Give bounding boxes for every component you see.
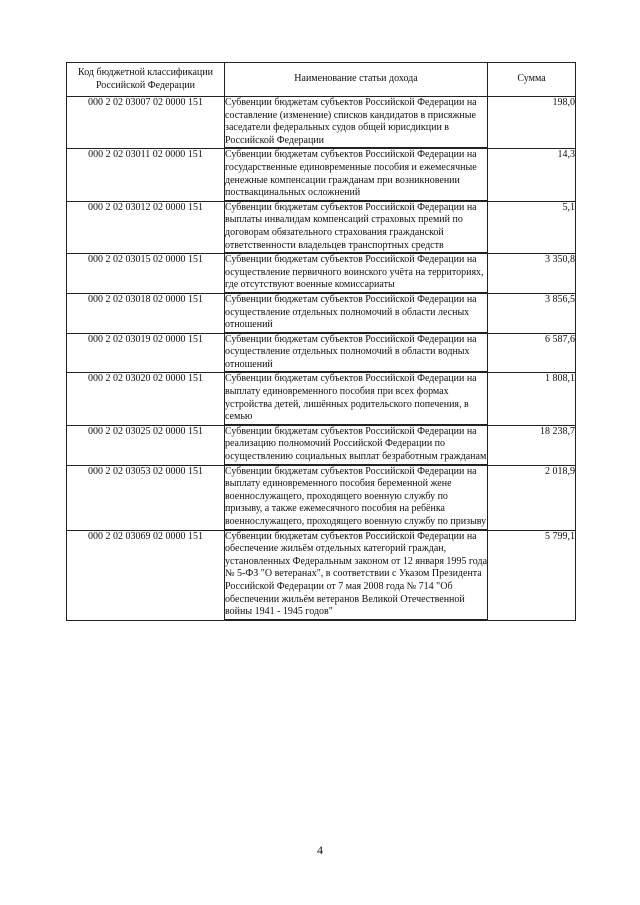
table-row xyxy=(67,333,576,373)
row-name-cell xyxy=(225,97,488,149)
row-code: 000 2 02 03025 02 0000 151 xyxy=(67,425,225,465)
row-name-cell xyxy=(225,254,488,294)
row-name: Субвенции бюджетам субъектов Российской Федерации на государственные единовременные пособия и ежемесячные денежные компенсации гражданам при возникновении поствакцинальных осложнений xyxy=(225,149,487,200)
row-code: 000 2 02 03053 02 0000 151 xyxy=(67,465,225,530)
table-row xyxy=(67,293,576,333)
table-row xyxy=(67,149,576,201)
row-code: 000 2 02 03020 02 0000 151 xyxy=(67,373,225,425)
row-code: 000 2 02 03069 02 0000 151 xyxy=(67,530,225,620)
row-name-cell xyxy=(225,530,488,620)
row-code: 000 2 02 03019 02 0000 151 xyxy=(67,333,225,373)
header-name: Наименование статьи дохода xyxy=(225,63,488,97)
row-name: Субвенции бюджетам субъектов Российской Федерации на осуществление первичного воинского учёта на территориях, где отсутствуют военные комиссариаты xyxy=(225,254,487,293)
row-sum: 3 856,5 xyxy=(488,293,576,333)
row-name: Субвенции бюджетам субъектов Российской Федерации на обеспечение жильём отдельных категорий граждан, установленных Федеральным законом от 12 января 1995 года № 5-ФЗ "О ветеранах", в соответствии с Указом Президента Российской Федерации от 7 мая 2008 года № 714 "Об обеспечении жильём ветеранов Великой Отечественной войны 1941 - 1945 годов" xyxy=(225,531,487,620)
row-sum: 1 808,1 xyxy=(488,373,576,425)
table-row xyxy=(67,465,576,530)
row-name-cell xyxy=(225,373,488,425)
table-row xyxy=(67,373,576,425)
budget-income-table xyxy=(66,62,576,621)
row-name: Субвенции бюджетам субъектов Российской Федерации на осуществление отдельных полномочий в области водных отношений xyxy=(225,334,487,373)
page-number: 4 xyxy=(317,843,323,857)
row-sum: 3 350,8 xyxy=(488,254,576,294)
row-name-cell xyxy=(225,425,488,465)
row-sum: 5,1 xyxy=(488,201,576,253)
row-code: 000 2 02 03007 02 0000 151 xyxy=(67,97,225,149)
header-sum: Сумма xyxy=(488,63,576,97)
row-sum: 2 018,9 xyxy=(488,465,576,530)
row-name: Субвенции бюджетам субъектов Российской Федерации на осуществление отдельных полномочий в области лесных отношений xyxy=(225,294,487,333)
row-name: Субвенции бюджетам субъектов Российской Федерации на выплаты инвалидам компенсаций страховых премий по договорам обязательного страхования гражданской ответственности владельцев транспортных средств xyxy=(225,202,487,253)
row-name-cell xyxy=(225,201,488,253)
row-name: Субвенции бюджетам субъектов Российской Федерации на реализацию полномочий Российской Федерации по осуществлению социальных выплат безработным гражданам xyxy=(225,426,487,465)
table-row xyxy=(67,254,576,294)
row-name-cell xyxy=(225,149,488,201)
row-sum: 198,0 xyxy=(488,97,576,149)
row-name-cell xyxy=(225,465,488,530)
row-sum: 6 587,6 xyxy=(488,333,576,373)
row-code: 000 2 02 03018 02 0000 151 xyxy=(67,293,225,333)
table-row xyxy=(67,425,576,465)
row-code: 000 2 02 03011 02 0000 151 xyxy=(67,149,225,201)
row-name-cell xyxy=(225,333,488,373)
row-name: Субвенции бюджетам субъектов Российской Федерации на выплату единовременного пособия беременной жене военнослужащего, проходящего военную службу по призыву, а также ежемесячного пособия на ребёнка военнослужащего, проходящего военную службу по призыву xyxy=(225,466,487,530)
row-sum: 18 238,7 xyxy=(488,425,576,465)
row-code: 000 2 02 03012 02 0000 151 xyxy=(67,201,225,253)
row-name: Субвенции бюджетам субъектов Российской Федерации на составление (изменение) списков кандидатов в присяжные заседатели федеральных судов общей юрисдикции в Российской Федерации xyxy=(225,97,487,148)
table-row xyxy=(67,201,576,253)
row-sum: 5 799,1 xyxy=(488,530,576,620)
table-header-row xyxy=(67,63,576,97)
row-name: Субвенции бюджетам субъектов Российской Федерации на выплату единовременного пособия при всех формах устройства детей, лишённых родительского попечения, в семью xyxy=(225,373,487,424)
table-row xyxy=(67,97,576,149)
header-code: Код бюджетной классификации Российской Федерации xyxy=(67,63,225,97)
row-sum: 14,3 xyxy=(488,149,576,201)
row-code: 000 2 02 03015 02 0000 151 xyxy=(67,254,225,294)
table-row xyxy=(67,530,576,620)
row-name-cell xyxy=(225,293,488,333)
